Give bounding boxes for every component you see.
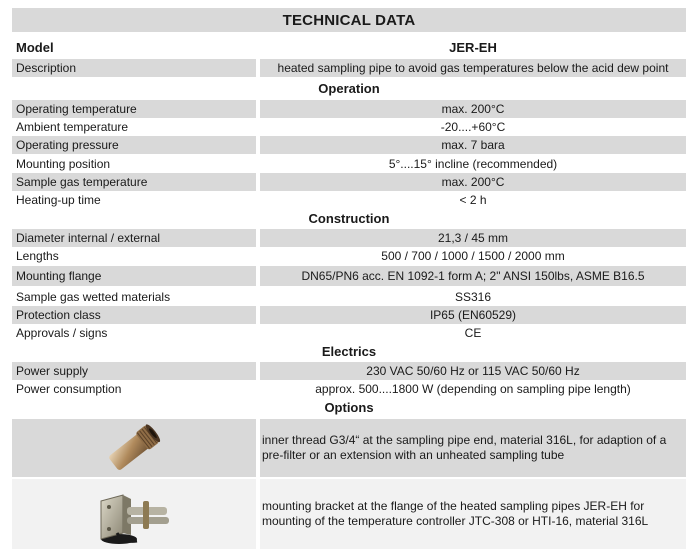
row-label: Mounting flange [12, 266, 256, 286]
option-image-cell [12, 419, 256, 477]
electrics-row [12, 380, 686, 398]
option-description: mounting bracket at the flange of the heated sampling pipes JER-EH for mounting of the temperature controller JTC-308 or HTI-16, material 316L [260, 479, 686, 549]
row-label: Ambient temperature [12, 118, 256, 136]
operation-row [12, 173, 686, 191]
row-value: 5°....15° incline (recommended) [260, 155, 686, 173]
section-electrics-heading: Electrics [321, 344, 377, 359]
row-value: SS316 [260, 288, 686, 306]
threaded-pipe-end-image [104, 422, 164, 474]
construction-row [12, 266, 686, 286]
operation-row [12, 155, 686, 173]
row-value: -20....+60°C [260, 118, 686, 136]
row-value: DN65/PN6 acc. EN 1092-1 form A; 2" ANSI 150lbs, ASME B16.5 [260, 266, 686, 286]
operation-row [12, 136, 686, 154]
section-options-heading: Options [324, 400, 374, 415]
mounting-bracket-image [93, 483, 175, 545]
row-label: Diameter internal / external [12, 229, 256, 247]
operation-row [12, 191, 686, 209]
section-construction-heading: Construction [308, 211, 390, 226]
construction-row [12, 247, 686, 265]
row-label: Approvals / signs [12, 324, 256, 342]
row-value: max. 200°C [260, 173, 686, 191]
construction-row [12, 288, 686, 306]
construction-row [12, 229, 686, 247]
option-item [12, 479, 686, 549]
row-value: max. 200°C [260, 100, 686, 118]
description-row [12, 59, 686, 77]
description-value: heated sampling pipe to avoid gas temperatures below the acid dew point [260, 59, 686, 77]
row-value: 500 / 700 / 1000 / 1500 / 2000 mm [260, 247, 686, 265]
option-item [12, 419, 686, 477]
row-label: Operating temperature [12, 100, 256, 118]
row-label: Mounting position [12, 155, 256, 173]
option-image-cell [12, 479, 256, 549]
row-value: max. 7 bara [260, 136, 686, 154]
option-description: inner thread G3/4“ at the sampling pipe end, material 316L, for adaption of a pre-filter or an extension with an unheated sampling tube [260, 419, 686, 477]
operation-row [12, 118, 686, 136]
row-value: 21,3 / 45 mm [260, 229, 686, 247]
row-value: 230 VAC 50/60 Hz or 115 VAC 50/60 Hz [260, 362, 686, 380]
electrics-row [12, 362, 686, 380]
row-label: Protection class [12, 306, 256, 324]
construction-row [12, 324, 686, 342]
row-value: CE [260, 324, 686, 342]
row-label: Sample gas wetted materials [12, 288, 256, 306]
row-value: approx. 500....1800 W (depending on sampling pipe length) [260, 380, 686, 398]
page-title: TECHNICAL DATA [12, 8, 686, 32]
model-label: Model [12, 38, 256, 56]
description-label: Description [12, 59, 256, 77]
section-operation-heading: Operation [318, 81, 380, 96]
model-row [12, 38, 686, 56]
row-label: Power consumption [12, 380, 256, 398]
operation-row [12, 100, 686, 118]
row-value: < 2 h [260, 191, 686, 209]
row-label: Lengths [12, 247, 256, 265]
construction-row [12, 306, 686, 324]
row-label: Heating-up time [12, 191, 256, 209]
row-label: Operating pressure [12, 136, 256, 154]
row-label: Power supply [12, 362, 256, 380]
row-value: IP65 (EN60529) [260, 306, 686, 324]
model-value: JER-EH [260, 38, 686, 56]
row-label: Sample gas temperature [12, 173, 256, 191]
